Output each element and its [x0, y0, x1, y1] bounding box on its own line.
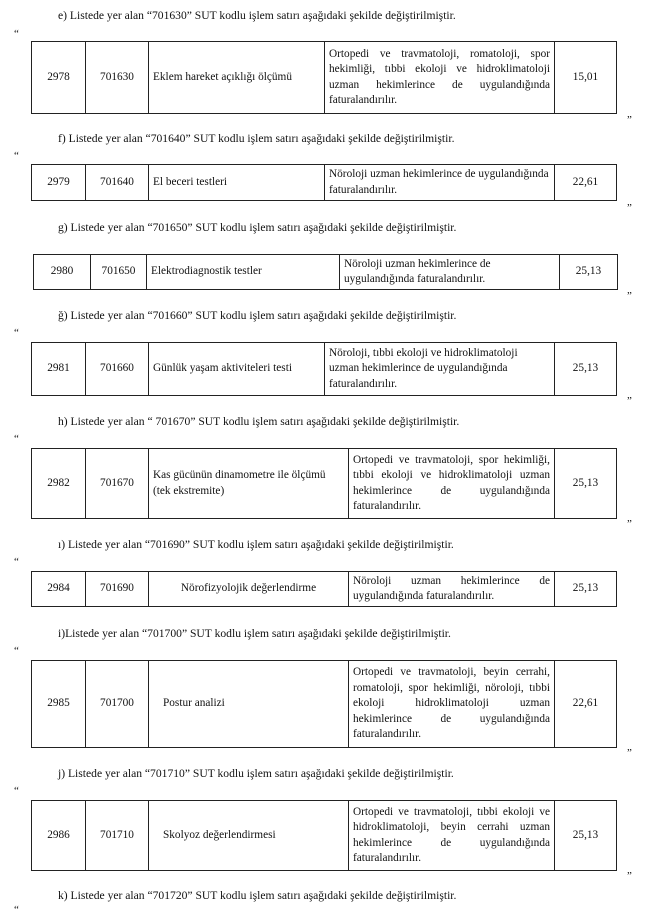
cell-code: 701690 — [86, 572, 149, 607]
paragraph-dotless-i: ı) Listede yer alan “701690” SUT kodlu işlem satırı aşağıdaki şekilde değiştirilmiştir. — [58, 538, 454, 551]
paragraph-g: g) Listede yer alan “701650” SUT kodlu işlem satırı aşağıdaki şekilde değiştirilmiştir. — [58, 221, 457, 234]
cell-no: 2980 — [34, 255, 91, 290]
cell-desc: Ortopedi ve travmatoloji, romatoloji, spor hekimliği, tıbbi ekoloji ve hidroklimatoloji uzman hekimlerince de uygulandığında faturalandırılır. — [325, 42, 555, 114]
table-row-2979 — [31, 164, 617, 201]
cell-code: 701630 — [86, 42, 149, 114]
paragraph-k: k) Listede yer alan “701720” SUT kodlu işlem satırı aşağıdaki şekilde değiştirilmiştir. — [58, 889, 457, 902]
open-quote: “ — [14, 433, 19, 445]
cell-price: 22,61 — [555, 661, 617, 748]
cell-desc: Nöroloji uzman hekimlerince de uygulandığında faturalandırılır. — [325, 165, 555, 201]
cell-price: 15,01 — [555, 42, 617, 114]
cell-desc: Ortopedi ve travmatoloji, tıbbi ekoloji ve hidroklimatoloji, beyin cerrahi uzman hekimlerince de uygulandığında faturalandırılır. — [349, 801, 555, 871]
cell-name: Eklem hareket açıklığı ölçümü — [149, 42, 325, 114]
table-row-2985 — [31, 660, 617, 748]
table-row-2982 — [31, 448, 617, 519]
cell-code: 701660 — [86, 343, 149, 396]
close-quote: ” — [627, 290, 632, 302]
open-quote: “ — [14, 904, 19, 916]
cell-desc: Nöroloji, tıbbi ekoloji ve hidroklimatoloji uzman hekimlerince de uygulandığında faturalandırılır. — [325, 343, 555, 396]
cell-name: El beceri testleri — [149, 165, 325, 201]
cell-name: Elektrodiagnostik testler — [147, 255, 340, 290]
cell-no: 2982 — [32, 449, 86, 519]
close-quote: ” — [627, 395, 632, 407]
cell-code: 701650 — [91, 255, 147, 290]
cell-name: Günlük yaşam aktiviteleri testi — [149, 343, 325, 396]
paragraph-j: j) Listede yer alan “701710” SUT kodlu işlem satırı aşağıdaki şekilde değiştirilmiştir. — [58, 767, 454, 780]
close-quote: ” — [627, 747, 632, 759]
open-quote: “ — [14, 28, 19, 40]
open-quote: “ — [14, 785, 19, 797]
table-row-2984 — [31, 571, 617, 607]
cell-price: 22,61 — [555, 165, 617, 201]
cell-name: Kas gücünün dinamometre ile ölçümü (tek ekstremite) — [149, 449, 349, 519]
close-quote: ” — [627, 114, 632, 126]
cell-price: 25,13 — [555, 572, 617, 607]
close-quote: ” — [627, 202, 632, 214]
table-row-2981 — [31, 342, 617, 396]
cell-no: 2981 — [32, 343, 86, 396]
paragraph-g-breve: ğ) Listede yer alan “701660” SUT kodlu işlem satırı aşağıdaki şekilde değiştirilmiştir. — [58, 309, 457, 322]
cell-no: 2984 — [32, 572, 86, 607]
table-row-2980 — [33, 254, 618, 290]
open-quote: “ — [14, 150, 19, 162]
cell-code: 701640 — [86, 165, 149, 201]
paragraph-e: e) Listede yer alan “701630” SUT kodlu işlem satırı aşağıdaki şekilde değiştirilmiştir. — [58, 9, 456, 22]
cell-price: 25,13 — [555, 449, 617, 519]
open-quote: “ — [14, 327, 19, 339]
cell-price: 25,13 — [555, 801, 617, 871]
cell-name: Skolyoz değerlendirmesi — [149, 801, 349, 871]
open-quote: “ — [14, 645, 19, 657]
open-quote: “ — [14, 556, 19, 568]
cell-price: 25,13 — [560, 255, 618, 290]
paragraph-h: h) Listede yer alan “ 701670” SUT kodlu işlem satırı aşağıdaki şekilde değiştirilmiştir. — [58, 415, 460, 428]
cell-desc: Ortopedi ve travmatoloji, beyin cerrahi, romatoloji, spor hekimliği, nöroloji, tıbbi ekoloji hidroklimatoloji uzman hekimlerince de uygulandığında faturalandırılır. — [349, 661, 555, 748]
cell-code: 701670 — [86, 449, 149, 519]
paragraph-f: f) Listede yer alan “701640” SUT kodlu işlem satırı aşağıdaki şekilde değiştirilmiştir. — [58, 132, 455, 145]
cell-desc: Nöroloji uzman hekimlerince de uygulandığında faturalandırılır. — [340, 255, 560, 290]
cell-no: 2978 — [32, 42, 86, 114]
table-row-2986 — [31, 800, 617, 871]
cell-no: 2986 — [32, 801, 86, 871]
cell-code: 701700 — [86, 661, 149, 748]
cell-desc: Ortopedi ve travmatoloji, spor hekimliği, tıbbi ekoloji ve hidroklimatoloji uzman hekimlerince de uygulandığında faturalandırılır. — [349, 449, 555, 519]
cell-price: 25,13 — [555, 343, 617, 396]
table-row-2978 — [31, 41, 617, 114]
cell-code: 701710 — [86, 801, 149, 871]
cell-name: Nörofizyolojik değerlendirme — [149, 572, 349, 607]
cell-name: Postur analizi — [149, 661, 349, 748]
cell-desc: Nöroloji uzman hekimlerince de uygulandığında faturalandırılır. — [349, 572, 555, 607]
close-quote: ” — [627, 870, 632, 882]
cell-no: 2985 — [32, 661, 86, 748]
close-quote: ” — [627, 518, 632, 530]
paragraph-i: i)Listede yer alan “701700” SUT kodlu işlem satırı aşağıdaki şekilde değiştirilmiştir. — [58, 627, 451, 640]
cell-no: 2979 — [32, 165, 86, 201]
